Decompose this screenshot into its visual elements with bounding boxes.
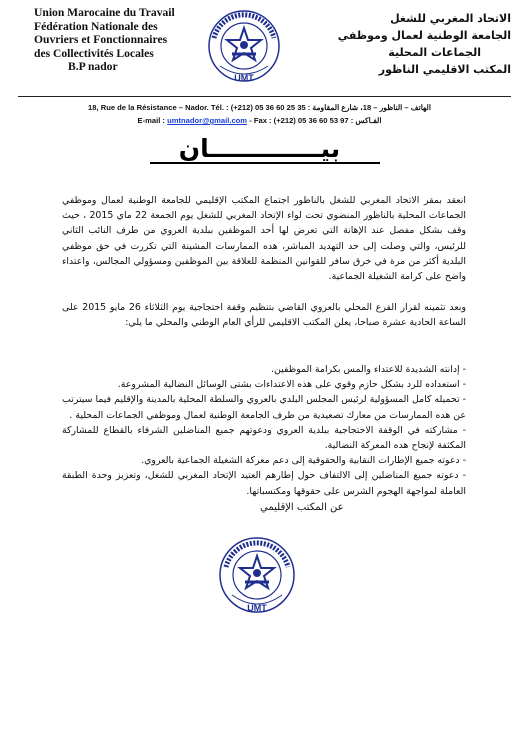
header-divider	[18, 96, 511, 97]
header-left-line: des Collectivités Locales	[34, 46, 154, 60]
paragraph-2	[62, 300, 466, 330]
list-item: - دعوته جميع الإطارات النقابية والحقوقية إلى دعم معركة الشغيلة الجماعية بالعروي.	[141, 455, 466, 467]
header-right-line: الجماعات المحلية	[388, 46, 481, 59]
title-underline	[150, 162, 380, 164]
header-left-french	[34, 6, 184, 74]
signature-line: عن المكتب الإقليمي	[260, 502, 344, 513]
list-item: - دعوته جميع المناضلين إلى الالتفاف حول إطارهم العتيد الإتحاد المغربي للشغل، وتعزيز وحدة الطبقة العاملة لمواجهة الهجوم الشرس على حقوقها ومكتسباتها.	[62, 470, 466, 497]
address-line-2	[0, 116, 519, 125]
header-right-line: الجامعة الوطنية لعمال وموظفي	[337, 29, 511, 42]
logo-text: UMT	[234, 73, 254, 83]
list-item: - إدانته الشديدة للاعتداء والمس بكرامة الموظفين.	[271, 364, 466, 375]
address-line-1	[0, 103, 519, 112]
list-item: - استعداده للرد بشكل حازم وقوي على هذه الاعتداءات بشتى الوسائل النضالية المشروعة.	[117, 379, 466, 391]
fax-arabic-label: الفـاكس	[355, 116, 382, 125]
header-right-line: المكتب الاقليمي الناظور	[378, 63, 511, 76]
umt-logo	[205, 8, 283, 88]
stamp-logo-text: UMT	[247, 603, 267, 613]
points-list	[62, 362, 466, 499]
list-item: - مشاركته في الوقفة الاحتجاجية ببلدية العروي ودعوتهم جميع المناضلين الشرفاء بالقطاع للمشاركة المكثفة لإنجاح هده المعركة النضالية.	[62, 424, 466, 452]
paragraph-text: انعقد بمقر الاتحاد المغربي للشغل بالناظور اجتماع المكتب الإقليمي للجامعة الوطنية لعمال وموظفي الجماعات المحلية بالناظور المنضوي تحت لواء الإتحاد المغربي للشغل يوم الجمعة 22 ماي 2015 ، حيث وقف بشكل مفصل عند الإهانة التي تعرض لها أحد الموظفين ببلدية العروي من طرف النائب الثاني للرئيس، والتي وصلت إلى حد التهديد المباشر، هده الممارسات المشينة التي تكررت في حق موظفي البلدية أكثر من مرة في خرق سافر للقوانين المنظمة للعلاقة بين الموظفين ومسؤولي المجالس، واعتداء واضح على كرامة الشغيلة الجماعية.	[62, 195, 466, 283]
header-left-line: Ouvriers et Fonctionnaires	[34, 33, 168, 47]
email-link[interactable]: umtnador@gmail.com	[167, 116, 248, 125]
address-arabic: الهاتف – الناظور – 18، شارع المقاومة	[312, 103, 431, 112]
address-french: 18, Rue de la Résistance – Nador. Tél. : (+212) 05 36 60 25 35 :	[88, 103, 311, 112]
header-left-line: B.P nador	[68, 60, 118, 74]
email-label: E-mail :	[137, 116, 165, 125]
header-right-line: الاتحاد المغربي للشغل	[390, 12, 511, 25]
paragraph-text: وبعد تثمينه لقرار الفرع المحلي بالعروي القاضي بتنظيم وقفة احتجاجية يوم الثلاثاء 26 مايو 2015 على الساعة الحادية عشرة صباحا، يعلن المكتب الاقليمي للرأي العام الوطني والمحلي ما يلي:	[62, 302, 466, 329]
document-title: بيـــــــــــــان	[178, 134, 341, 163]
header-left-line: Fédération Nationale des	[34, 19, 158, 33]
umt-stamp-logo	[216, 535, 298, 617]
header-left-line: Union Marocaine du Travail	[34, 6, 175, 19]
fax-number: - Fax : (+212) 05 36 60 53 97 :	[249, 116, 354, 125]
header-right-arabic	[336, 10, 511, 78]
paragraph-1	[62, 193, 466, 284]
list-item: - تحميله كامل المسؤولية لرئيس المجلس البلدي بالعروي والسلطة المحلية بالمدينة والإقليم فيما سيترتب عن هده الممارسات من معارك تصعيدية من طرف الجامعة الوطنية لعمال وموظفي الجماعات المحلية .	[62, 394, 466, 421]
